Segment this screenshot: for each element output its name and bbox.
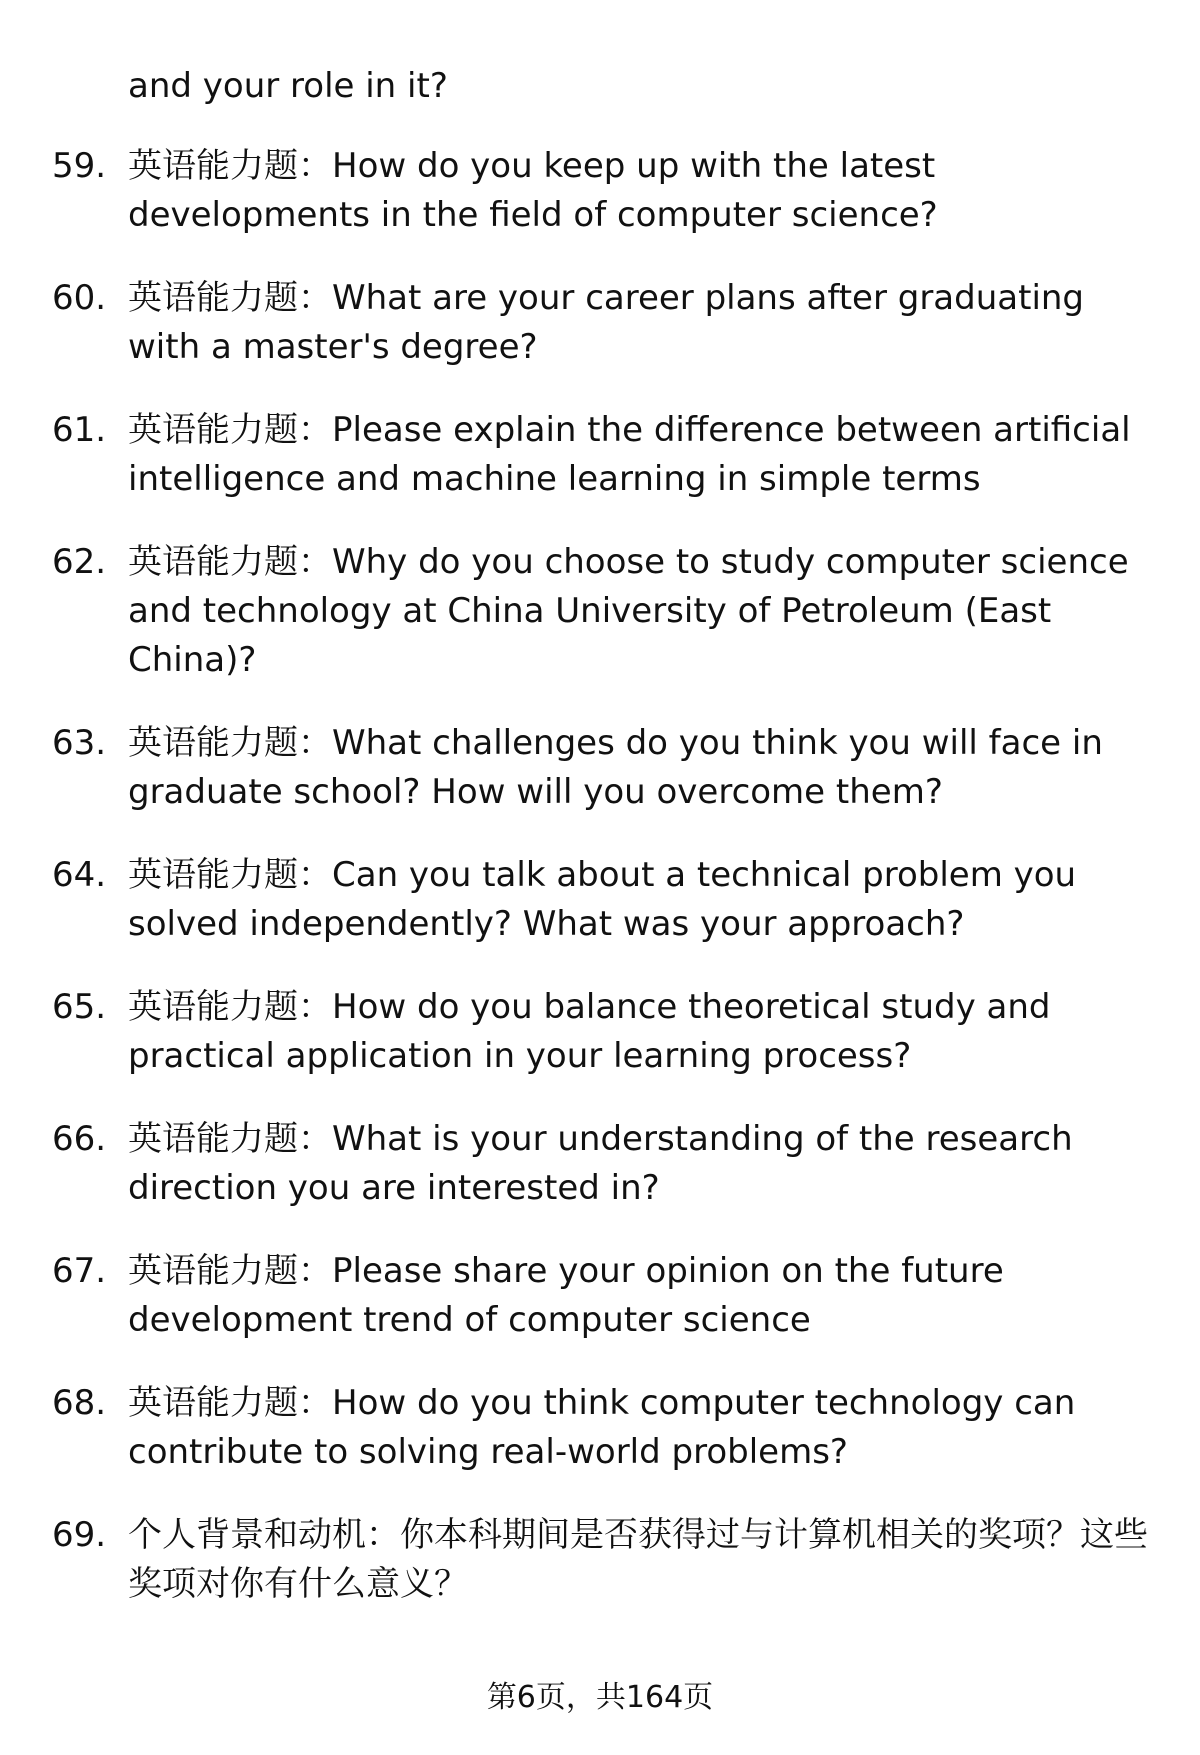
question-item-67	[52, 1247, 1152, 1345]
question-number: 68.	[52, 1383, 107, 1423]
question-text: 英语能力题：How do you balance theoretical study and practical application in your learning process?	[128, 987, 1051, 1076]
question-item-66	[52, 1115, 1152, 1213]
question-number: 64.	[52, 855, 107, 895]
question-item-59	[52, 142, 1152, 240]
question-number: 62.	[52, 542, 107, 582]
question-number: 65.	[52, 987, 107, 1027]
question-number: 67.	[52, 1251, 107, 1291]
question-item-69	[52, 1511, 1152, 1609]
question-text: 英语能力题：Please explain the difference between artificial intelligence and machine learning in simple terms	[128, 410, 1131, 499]
question-text: 英语能力题：Why do you choose to study computer science and technology at China University of Petroleum (East China)?	[128, 542, 1129, 680]
question-text: 英语能力题：How do you keep up with the latest developments in the field of computer science?	[128, 146, 938, 235]
question-number: 60.	[52, 278, 107, 318]
question-number: 69.	[52, 1515, 107, 1555]
question-item-62	[52, 538, 1152, 685]
continued-question-text: and your role in it?	[128, 66, 448, 106]
question-list	[52, 142, 1152, 1643]
question-item-63	[52, 719, 1152, 817]
question-number: 61.	[52, 410, 107, 450]
question-text: 英语能力题：Please share your opinion on the future development trend of computer science	[128, 1251, 1004, 1340]
question-number: 59.	[52, 146, 107, 186]
page-number-footer: 第6页，共164页	[486, 1680, 714, 1715]
question-text: 英语能力题：What is your understanding of the research direction you are interested in?	[128, 1119, 1073, 1208]
question-item-60	[52, 274, 1152, 372]
question-item-61	[52, 406, 1152, 504]
question-text: 英语能力题：How do you think computer technology can contribute to solving real-world problems?	[128, 1383, 1076, 1472]
question-item-64	[52, 851, 1152, 949]
question-text: 英语能力题：Can you talk about a technical problem you solved independently? What was your approach?	[128, 855, 1077, 944]
question-item-65	[52, 983, 1152, 1081]
question-text: 个人背景和动机：你本科期间是否获得过与计算机相关的奖项？这些奖项对你有什么意义？	[128, 1515, 1148, 1604]
question-text: 英语能力题：What challenges do you think you will face in graduate school? How will you overcome them?	[128, 723, 1103, 812]
question-text: 英语能力题：What are your career plans after graduating with a master's degree?	[128, 278, 1085, 367]
question-item-68	[52, 1379, 1152, 1477]
question-number: 63.	[52, 723, 107, 763]
question-number: 66.	[52, 1119, 107, 1159]
